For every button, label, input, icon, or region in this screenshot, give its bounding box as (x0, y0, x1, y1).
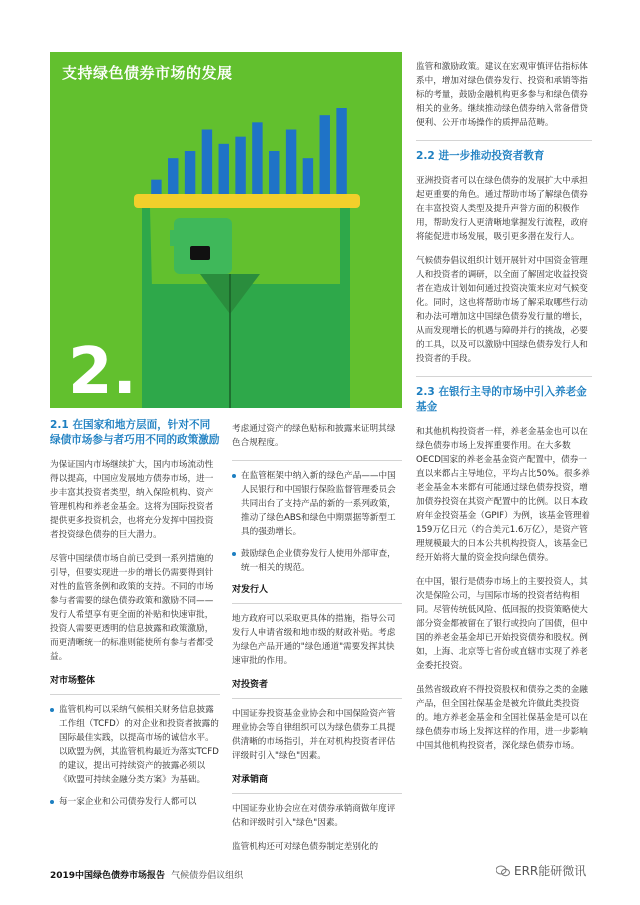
section-number: 2. (68, 335, 137, 408)
watermark (496, 862, 586, 879)
paragraph: 地方政府可以采取更具体的措施，指导公司发行人申请省级和地市级的财政补贴。考虑为绿色产品开通的"绿色通道"需要发挥其快速审批的作用。 (232, 614, 396, 666)
bullet-icon (232, 474, 236, 478)
column-right (416, 60, 592, 763)
paragraph: 和其他机构投资者一样，养老金基金也可以在绿色债券市场上发挥重要作用。在大多数OECD国家的养老金基金资产配置中，债券一直以来都占主导地位，平均占比50%。很多养老金基金本来都有可能通过绿色债券投资，增加债券投资在其资产配置中的比例。以日本政府年金投资基金（GPIF）为例，该基金管理着159万亿日元（约合美元1.6万亿），是资产管理规模最大的日本公共机构投资人，该基金已经开始将大量的资金投向绿色债券。 (416, 427, 591, 563)
bullet-icon (50, 708, 54, 712)
footer-report: 2019中国绿色债券市场报告 (50, 871, 166, 881)
divider (416, 376, 592, 377)
divider (416, 140, 592, 141)
bullet-icon (50, 800, 54, 804)
bar (336, 108, 346, 194)
bullet-list (232, 469, 402, 575)
list-item: 在监管框架中纳入新的绿色产品——中国人民银行和中国银行保险监督管理委员会共同出台了支持产品的新的一系列政策，推动了绿色ABS和绿色中期票据等新型工具的强劲增长。 (232, 469, 402, 539)
hero-chart (151, 108, 347, 194)
bar (202, 130, 212, 195)
paragraph: 为保证国内市场继续扩大，国内市场流动性得以提高，中国应发展地方债券市场，进一步丰富其投资者类型，纳入保险机构、资产管理机构和养老金基金。这将为国际投资者提供更多投资机会，也将充分发挥中国投资者投资绿色债券的巨大潜力。 (50, 460, 214, 540)
subheading-underwriters: 对承销商 (232, 775, 269, 785)
bar (235, 137, 245, 194)
subheading-issuers: 对发行人 (232, 585, 269, 595)
heading-2-2: 2.2 进一步推动投资者教育 (416, 150, 545, 162)
divider (50, 694, 220, 695)
mouth (190, 246, 210, 260)
bullet-list (50, 703, 220, 809)
paragraph: 气候债券倡议组织计划开展针对中国资金管理人和投资者的调研，以全面了解固定收益投资者在造成计划如何通过投资决策来应对气候变化。同时，这也将帮助市场了解采取哪些行动和办法可增加这中国绿色债券发行量的增长，从而发现增长的机遇与障碍并行的挑战，必要的工具，以及可以激励中国绿色债券发行人和投资者的手段。 (416, 256, 588, 364)
paragraph: 尽管中国绿债市场自前已受到一系列措施的引导，但要实现进一步的增长仍需要得到针对性的监管条例和政策的支持。不同的市场参与者需要的绿色债券政策和激励不同——发行人希望享有更全面的补贴和快速审批，投资人需要更透明的信息披露和政策激励，而更清晰统一的标准则能使所有参与者都受益。 (50, 554, 214, 662)
paragraph: 中国证券业协会应在对债券承销商做年度评估和评级时引入"绿色"因素。 (232, 804, 396, 828)
ear (170, 230, 178, 246)
bar (168, 158, 178, 194)
subheading-investors: 对投资者 (232, 680, 269, 690)
paragraph: 监管机构还可对绿色债券制定差别化的 (232, 842, 379, 852)
bar (252, 122, 262, 194)
paragraph: 虽然省级政府不得投资股权和债券之类的金融产品，但全国社保基金是被允许做此类投资的。地方养老金基金和全国社保基金是可以在绿色债券市场上发挥这样的作用，进一步影响中国其他机构投资者，深化绿色债券市场。 (416, 685, 588, 751)
tray (134, 194, 360, 208)
watermark-text: ERR能研微讯 (514, 864, 587, 878)
hero-illustration (50, 52, 402, 408)
wechat-icon (496, 865, 510, 877)
list-item: 每一家企业和公司债券发行人都可以 (50, 795, 220, 809)
bar (151, 180, 161, 194)
column-middle (232, 422, 402, 864)
footer-org: 气候债券倡议组织 (171, 871, 244, 881)
divider (232, 793, 402, 794)
bar (286, 130, 296, 195)
paragraph: 中国证券投资基金业协会和中国保险资产管理业协会等自律组织可以为绿色债券工具提供清晰的市场指引，并在对机构投资者评估评级时引入"绿色"因素。 (232, 709, 396, 761)
list-item: 监管机构可以采纳气候相关财务信息披露工作组（TCFD）的对企业和投资者披露的国际最佳实践，以提高市场的诚信水平。以欧盟为例，其监管机构最近为落实TCFD的建议，提出可持续资产的披露必须以《欧盟可持续金融分类方案》为基础。 (50, 703, 220, 787)
bar (269, 151, 279, 194)
left-arm (142, 208, 152, 288)
heading-2-1: 2.1 在国家和地方层面，针对不同绿债市场参与者巧用不同的政策激励 (50, 419, 220, 446)
list-item: 鼓励绿色企业债券发行人使用外部审查，统一相关的规范。 (232, 547, 402, 575)
heading-2-3: 2.3 在银行主导的市场中引入养老金基金 (416, 386, 587, 413)
bullet-icon (232, 552, 236, 556)
bar (320, 115, 330, 194)
bar (185, 151, 195, 194)
subheading-market: 对市场整体 (50, 676, 96, 686)
body (142, 284, 350, 408)
paragraph: 在中国，银行是债券市场上的主要投资人，其次是保险公司，与国际市场的投资者结构相同。尽管传统低风险、低回报的投资策略使大部分资金都被留在了银行或投向了国债，但中国的养老金基金却已开始投资债券和股权。例如，上海、北京等七省份或直辖市实现了养老金委托投资。 (416, 577, 588, 671)
bar (303, 158, 313, 194)
right-arm (340, 208, 350, 288)
paragraph: 亚洲投资者可以在绿色债券的发展扩大中承担起更重要的角色。通过帮助市场了解绿色债券在丰富投资人类型及提升声誉方面的积极作用，帮助发行人更清晰地掌握发行流程，政府将能促进市场发展，吸引更多潜在发行人。 (416, 176, 588, 242)
divider (232, 460, 402, 461)
paragraph: 监管和激励政策。建议在宏观审慎评估指标体系中，增加对绿色债券发行、投资和承销等指标的考量，鼓励金融机构更多参与和绿色债券相关的业务。继续推动绿色债券纳入常备借贷便利、公开市场操作的质押品范畴。 (416, 62, 588, 128)
paragraph: 考虑通过资产的绿色贴标和披露来证明其绿色合规程度。 (232, 424, 396, 448)
page-footer (50, 868, 243, 881)
section-title: 支持绿色债券市场的发展 (62, 64, 233, 82)
bar (219, 144, 229, 194)
column-left (50, 418, 220, 817)
divider (232, 603, 402, 604)
divider (232, 698, 402, 699)
